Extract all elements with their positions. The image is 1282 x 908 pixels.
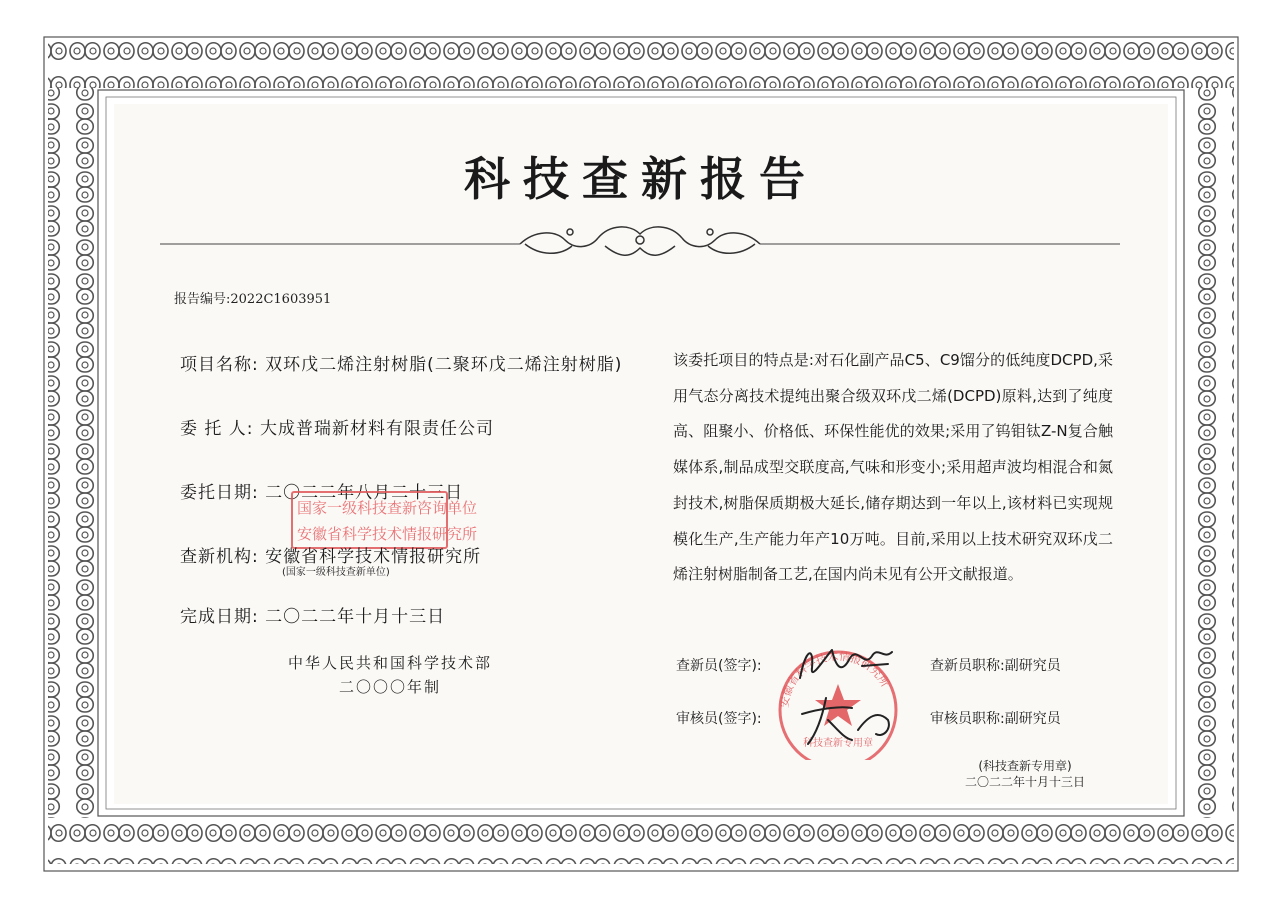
- reviewer-signature: [792, 690, 912, 750]
- stamp-line-1: 国家一级科技查新咨询单位: [297, 499, 478, 517]
- project-label: 项目名称:: [180, 355, 259, 375]
- reviewer-title: 审核员职称:副研究员: [930, 711, 1061, 727]
- agency-note: (国家一级科技查新单位): [282, 567, 390, 578]
- seal-ring-text: 安徽省科学技术情报研究所: [777, 649, 892, 709]
- searcher-signature: [792, 638, 912, 688]
- client-value: 大成普瑞新材料有限责任公司: [259, 419, 494, 439]
- ministry-name: 中华人民共和国科学技术部: [287, 654, 492, 672]
- agency-label: 查新机构:: [180, 547, 259, 567]
- completion-date-label: 完成日期:: [180, 607, 259, 627]
- document-title: 科技查新报告: [464, 152, 818, 206]
- client-label: 委 托 人:: [180, 419, 254, 439]
- completion-date-value: 二〇二二年十月十三日: [265, 607, 446, 627]
- field-project: [180, 350, 622, 375]
- stamp-line-2: 安徽省科学技术情报研究所: [297, 525, 478, 543]
- field-client: [180, 414, 494, 439]
- commission-date-value: 二〇二二年八月二十三日: [265, 483, 464, 503]
- report-number: 报告编号:2022C1603951: [174, 292, 332, 307]
- searcher-signature-label: 查新员(签字):: [676, 658, 762, 674]
- searcher-title: 查新员职称:副研究员: [930, 658, 1061, 674]
- reviewer-signature-label: 审核员(签字):: [676, 711, 762, 727]
- agency-value: 安徽省科学技术情报研究所: [265, 547, 482, 567]
- commission-date-label: 委托日期:: [180, 483, 259, 503]
- ornamental-divider: [160, 210, 1120, 270]
- seal-inner-text: 科技查新专用章: [803, 738, 873, 749]
- field-completion-date: [180, 602, 445, 627]
- project-description: 该委托项目的特点是:对石化副产品C5、C9馏分的低纯度DCPD,采用气态分离技术提纯出聚合级双环戊二烯(DCPD)原料,达到了纯度高、阻聚小、价格低、环保性能优的效果;采用了钨钼钛Z-N复合触媒体系,制品成型交联度高,气味和形变小;采用超声波均相混合和氮封技术,树脂保质期极大延长,储存期达到一年以上,该材料已实现规模化生产,生产能力年产10万吨。目前,采用以上技术研究双环戊二烯注射树脂制备工艺,在国内尚未见有公开文献报道。: [673, 351, 1113, 584]
- seal-note: (科技查新专用章): [978, 759, 1072, 773]
- project-value: 双环戊二烯注射树脂(二聚环戊二烯注射树脂): [265, 355, 623, 375]
- ministry-year: 二〇〇〇年制: [338, 678, 441, 696]
- seal-date: 二〇二二年十月十三日: [964, 775, 1085, 789]
